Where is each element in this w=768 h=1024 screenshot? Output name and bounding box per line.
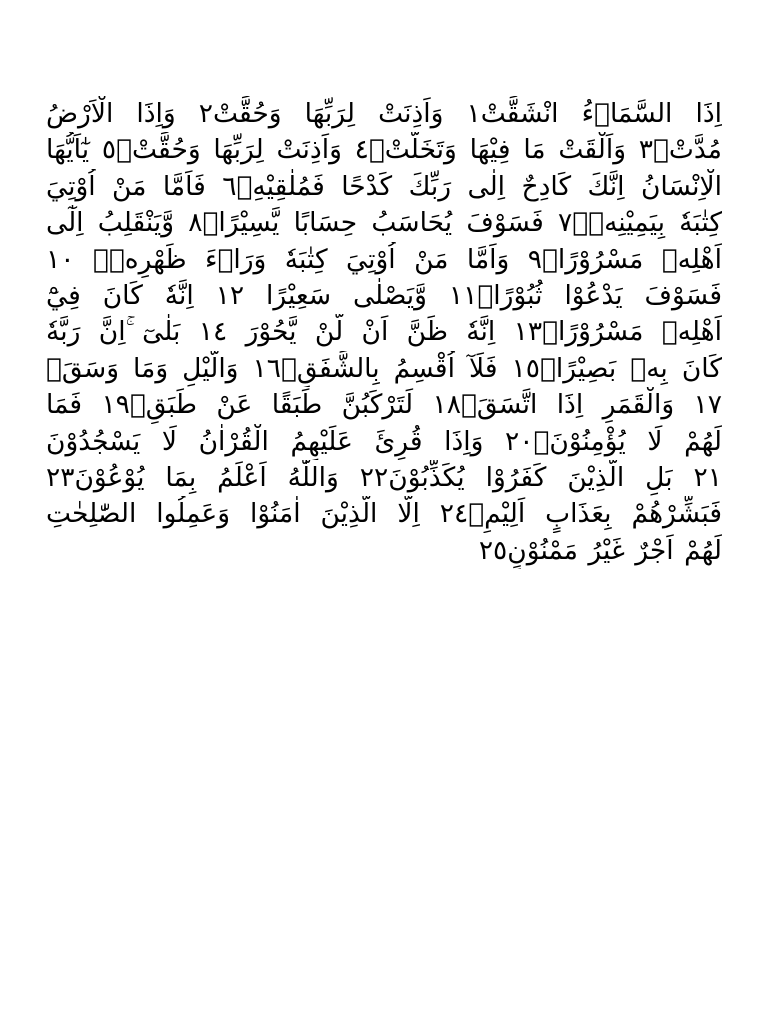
- text-line: مُدَّتْۙ٣ وَاَلْقَتْ مَا فِيْهَا وَتَخَلَّتْۙ٤ وَاَذِنَتْ لِرَبِّهَا وَحُقَّتْۗ٥ يٰٓاَيُّهَا: [46, 134, 722, 166]
- arabic-text-block: [46, 96, 722, 569]
- text-line: الْاِنْسَانُ اِنَّكَ كَادِحٌ اِلٰى رَبِّكَ كَدْحًا فَمُلٰقِيْهِۚ٦ فَاَمَّا مَنْ اُوْتِيَ: [46, 170, 722, 202]
- text-line: اِذَا السَّمَاۤءُ انْشَقَّتْ١ وَاَذِنَتْ لِرَبِّهَا وَحُقَّتْ٢ وَاِذَا الْاَرْضُ: [46, 98, 722, 129]
- text-line: ١٧ وَالْقَمَرِ اِذَا اتَّسَقَۙ١٨ لَتَرْكَبُنَّ طَبَقًا عَنْ طَبَقٍۗ١٩ فَمَا: [46, 389, 722, 421]
- text-line: لَهُمْ لَا يُؤْمِنُوْنَۙ٢٠ وَاِذَا قُرِئَ عَلَيْهِمُ الْقُرْاٰنُ لَا يَسْجُدُوْنَ: [46, 425, 722, 457]
- text-line: فَبَشِّرْهُمْ بِعَذَابٍ اَلِيْمٍۙ٢٤ اِلَّا الَّذِيْنَ اٰمَنُوْا وَعَمِلُوا الصّٰلِحٰتِ: [46, 498, 722, 530]
- text-line: فَسَوْفَ يَدْعُوْا ثُبُوْرًاۙ١١ وَّيَصْلٰى سَعِيْرًا ١٢ اِنَّهٗ كَانَ فِيْٓ: [46, 279, 722, 311]
- text-line: اَهْلِهٖ مَسْرُوْرًاۗ١٣ اِنَّهٗ ظَنَّ اَنْ لَّنْ يَّحُوْرَ ١٤ بَلٰىٓ ۚاِنَّ رَبَّهٗ: [46, 316, 722, 348]
- text-line: اَهْلِهٖ مَسْرُوْرًاۗ٩ وَاَمَّا مَنْ اُوْتِيَ كِتٰبَهٗ وَرَاۤءَ ظَهْرِهٖۙ ١٠: [46, 243, 722, 275]
- text-line: كَانَ بِهٖ بَصِيْرًاۗ١٥ فَلَآ اُقْسِمُ بِالشَّفَقِۙ١٦ وَالَّيْلِ وَمَا وَسَقَۙ: [46, 352, 722, 384]
- text-line-last: لَهُمْ اَجْرٌ غَيْرُ مَمْنُوْنٍ٢٥: [478, 534, 722, 566]
- text-line: كِتٰبَهٗ بِيَمِيْنِهٖۙ٧ فَسَوْفَ يُحَاسَبُ حِسَابًا يَّسِيْرًاۙ٨ وَّيَنْقَلِبُ اِلٰٓى: [46, 207, 722, 239]
- text-line: ٢١ بَلِ الَّذِيْنَ كَفَرُوْا يُكَذِّبُوْنَ٢٢ وَاللّٰهُ اَعْلَمُ بِمَا يُوْعُوْنَ٢٣: [46, 461, 722, 493]
